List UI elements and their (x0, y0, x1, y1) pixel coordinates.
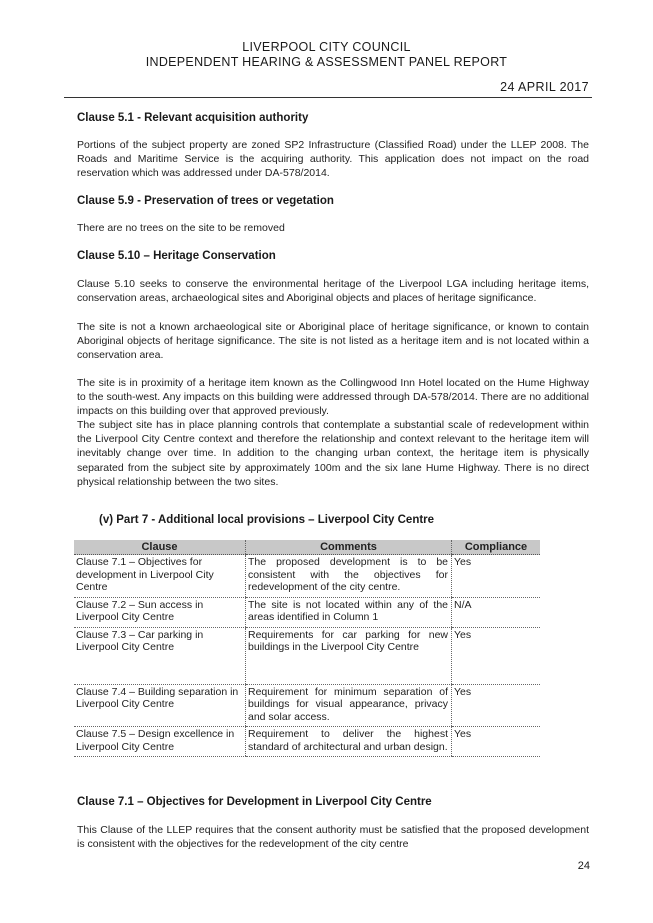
table-row (74, 727, 540, 757)
cell-clause: Clause 7.5 – Design excellence in Liverpool City Centre (74, 727, 246, 757)
cell-comments: Requirement for minimum separation of buildings for visual appearance, privacy and solar access. (246, 684, 452, 727)
clause-5-9-text: There are no trees on the site to be removed (77, 222, 285, 234)
clause-5-10-para-2: The site is not a known archaeological site or Aboriginal place of heritage significance, or known to contain Aboriginal objects of heritage significance. The site is not listed as a heritage item and is not located within a conservation area. (77, 321, 589, 362)
clause-5-1-heading: Clause 5.1 - Relevant acquisition authority (77, 112, 309, 124)
cell-compliance: Yes (452, 684, 541, 727)
cell-compliance: Yes (452, 627, 541, 684)
cell-clause: Clause 7.3 – Car parking in Liverpool City Centre (74, 627, 246, 684)
cell-clause: Clause 7.4 – Building separation in Liverpool City Centre (74, 684, 246, 727)
report-header-title: INDEPENDENT HEARING & ASSESSMENT PANEL REPORT (145, 55, 508, 69)
cell-clause: Clause 7.2 – Sun access in Liverpool City Centre (74, 597, 246, 627)
clause-7-1-text: This Clause of the LLEP requires that the consent authority must be satisfied that the proposed development is consistent with the objectives for the redevelopment of the city centre (77, 824, 589, 851)
cell-comments: The proposed development is to be consistent with the objectives for redevelopment of the city centre. (246, 555, 452, 598)
cell-comments: The site is not located within any of the areas identified in Column 1 (246, 597, 452, 627)
col-header-compliance: Compliance (452, 540, 541, 555)
header-divider (64, 97, 592, 98)
cell-comments: Requirement to deliver the highest standard of architectural and urban design. (246, 727, 452, 757)
cell-comments: Requirements for car parking for new buildings in the Liverpool City Centre (246, 627, 452, 684)
cell-compliance: N/A (452, 597, 541, 627)
table-row (74, 684, 540, 727)
report-header-council: LIVERPOOL CITY COUNCIL (242, 40, 411, 54)
col-header-comments: Comments (246, 540, 452, 555)
table-header-row (74, 540, 540, 555)
table-row (74, 597, 540, 627)
cell-compliance: Yes (452, 727, 541, 757)
clause-5-9-heading: Clause 5.9 - Preservation of trees or vegetation (77, 195, 334, 207)
cell-clause: Clause 7.1 – Objectives for development in Liverpool City Centre (74, 555, 246, 598)
table-row (74, 627, 540, 684)
page-number: 24 (577, 860, 590, 872)
clause-5-10-para-3: The site is in proximity of a heritage item known as the Collingwood Inn Hotel located on the Hume Highway to the south-west. Any impacts on this building were addressed through DA-578/2014. There are no additional impacts on this building over that approved previously. (77, 377, 589, 418)
clause-5-10-para-4: The subject site has in place planning controls that contemplate a substantial scale of redevelopment within the Liverpool City Centre context and therefore the relationship and context relevant to the heritage item will inevitably change over time. In addition to the changing urban context, the heritage item is physically separated from the subject site by approximately 100m and the six lane Hume Highway. There is no direct physical relationship between the two sites. (77, 419, 589, 488)
col-header-clause: Clause (74, 540, 246, 555)
clause-5-10-heading: Clause 5.10 – Heritage Conservation (77, 250, 276, 262)
clause-7-1-heading: Clause 7.1 – Objectives for Development in Liverpool City Centre (77, 796, 432, 808)
report-date: 24 APRIL 2017 (500, 80, 589, 94)
compliance-table (74, 540, 540, 757)
part-7-heading: (v) Part 7 - Additional local provisions – Liverpool City Centre (99, 514, 435, 526)
clause-5-1-text: Portions of the subject property are zoned SP2 Infrastructure (Classified Road) under the LLEP 2008. The Roads and Maritime Service is the acquiring authority. This application does not impact on the road reservation which was addressed under DA-578/2014. (77, 139, 589, 180)
clause-5-10-para-1: Clause 5.10 seeks to conserve the environmental heritage of the Liverpool LGA including heritage items, conservation areas, archaeological sites and Aboriginal objects and places of heritage significance. (77, 278, 589, 305)
cell-compliance: Yes (452, 555, 541, 598)
table-row (74, 555, 540, 598)
